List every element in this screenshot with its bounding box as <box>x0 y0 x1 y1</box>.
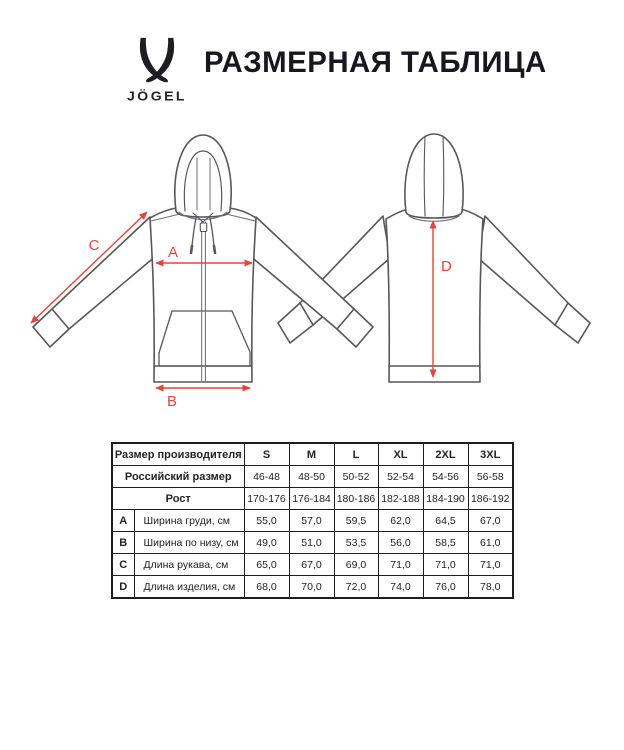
column-header-size: M <box>289 443 334 466</box>
measure-label-a: A <box>167 244 179 261</box>
table-cell: 51,0 <box>289 532 334 554</box>
table-cell: 53,5 <box>334 532 378 554</box>
table-cell: 67,0 <box>289 554 334 576</box>
measure-label-b: B <box>166 393 178 410</box>
table-cell: 56,0 <box>378 532 423 554</box>
table-cell: 70,0 <box>289 576 334 599</box>
table-cell: 65,0 <box>244 554 289 576</box>
table-row-measure-c <box>112 554 513 576</box>
measure-letter: B <box>112 532 134 554</box>
table-row-measure-b <box>112 532 513 554</box>
table-cell: 71,0 <box>423 554 468 576</box>
table-cell: 59,5 <box>334 510 378 532</box>
table-cell: 48-50 <box>289 466 334 488</box>
page-title: РАЗМЕРНАЯ ТАБЛИЦА <box>204 46 547 79</box>
table-cell: 176-184 <box>289 488 334 510</box>
brand-wordmark: JÖGEL <box>127 88 187 104</box>
row-header: Российский размер <box>112 466 244 488</box>
measure-description: Ширина по низу, см <box>134 532 244 554</box>
table-row-manufacturer-size <box>112 443 513 466</box>
table-cell: 170-176 <box>244 488 289 510</box>
table-cell: 50-52 <box>334 466 378 488</box>
measure-description: Ширина груди, см <box>134 510 244 532</box>
table-cell: 58,5 <box>423 532 468 554</box>
table-cell: 64,5 <box>423 510 468 532</box>
table-cell: 71,0 <box>378 554 423 576</box>
table-cell: 78,0 <box>468 576 513 599</box>
measure-label-d: D <box>441 258 452 275</box>
table-cell: 182-188 <box>378 488 423 510</box>
table-cell: 52-54 <box>378 466 423 488</box>
table-row-russian-size <box>112 466 513 488</box>
table-cell: 55,0 <box>244 510 289 532</box>
column-header-size: L <box>334 443 378 466</box>
measure-arrow-b <box>156 388 250 410</box>
column-header-size: 2XL <box>423 443 468 466</box>
hoodie-front-drawing <box>33 135 373 382</box>
table-row-measure-d <box>112 576 513 599</box>
column-header-size: XL <box>378 443 423 466</box>
measure-description: Длина рукава, см <box>134 554 244 576</box>
table-cell: 72,0 <box>334 576 378 599</box>
size-table <box>111 442 514 599</box>
table-row-measure-a <box>112 510 513 532</box>
column-header-size: S <box>244 443 289 466</box>
table-cell: 76,0 <box>423 576 468 599</box>
table-cell: 69,0 <box>334 554 378 576</box>
table-cell: 67,0 <box>468 510 513 532</box>
table-cell: 186-192 <box>468 488 513 510</box>
table-cell: 68,0 <box>244 576 289 599</box>
table-cell: 180-186 <box>334 488 378 510</box>
table-cell: 62,0 <box>378 510 423 532</box>
table-cell: 184-190 <box>423 488 468 510</box>
table-cell: 46-48 <box>244 466 289 488</box>
table-row-height <box>112 488 513 510</box>
measure-description: Длина изделия, см <box>134 576 244 599</box>
table-cell: 71,0 <box>468 554 513 576</box>
table-cell: 61,0 <box>468 532 513 554</box>
row-header: Размер производителя <box>112 443 244 466</box>
column-header-size: 3XL <box>468 443 513 466</box>
table-cell: 74,0 <box>378 576 423 599</box>
row-header: Рост <box>112 488 244 510</box>
measure-letter: A <box>112 510 134 532</box>
table-cell: 49,0 <box>244 532 289 554</box>
table-cell: 56-58 <box>468 466 513 488</box>
measure-letter: C <box>112 554 134 576</box>
table-cell: 54-56 <box>423 466 468 488</box>
measure-label-c: C <box>88 237 100 254</box>
hoodie-back-drawing <box>278 134 590 382</box>
table-cell: 57,0 <box>289 510 334 532</box>
measure-letter: D <box>112 576 134 599</box>
